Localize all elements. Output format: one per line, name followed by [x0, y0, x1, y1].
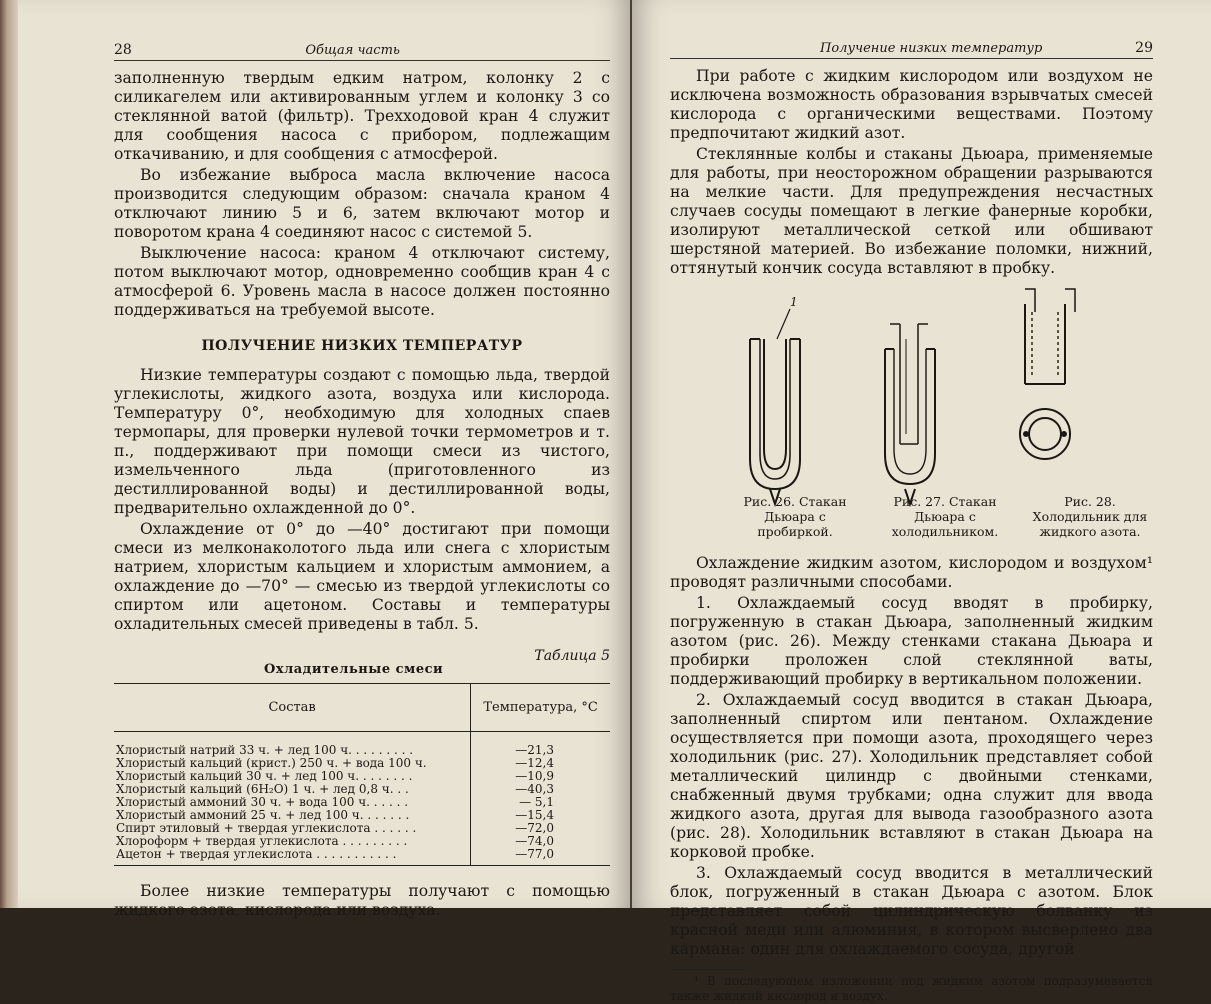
- table-cell-temperature: —15,4: [515, 808, 554, 822]
- fig28-nitrogen-condenser-icon: [1020, 289, 1075, 459]
- table-cell-temperature: —21,3: [515, 743, 554, 757]
- fig27-caption: Рис. 27. Стакан Дьюара с холодильником.: [891, 494, 999, 539]
- footnote: ¹ В последующем изложении под жидким азотом подразумевается также жидкий кислород и воздух.: [670, 974, 1153, 1003]
- table-cell-temperature: — 5,1: [519, 795, 554, 809]
- table-cell-temperature: —72,0: [515, 821, 554, 835]
- table-row: [114, 848, 610, 866]
- right-paragraph-6: 3. Охлаждаемый сосуд вводится в металлический блок, погруженный в стакан Дьюара с азотом. Блок представляет собой цилиндрическую болванку из красной меди или алюминия, в котором высверлено два кармана: один для охлаждаемого сосуда, другой: [670, 864, 1153, 958]
- right-paragraph-5: 2. Охлаждаемый сосуд вводится в стакан Дьюара, заполненный спиртом или пентаном. Охлаждение осуществляется при помощи азота, проходящего через холодильник (рис. 27). Холодильник представляет собой металлический цилиндр с двойными стенками, снабженный двумя трубками; одна служит для ввода жидкого азота, другая для вывода газообразного азота (рис. 28). Холодильник вставляют в стакан Дьюара на корковой пробке.: [670, 691, 1153, 861]
- table-number: Таблица 5: [534, 648, 610, 664]
- table-cell-composition: Хлористый натрий 33 ч. + лед 100 ч. . . . . . . . .: [114, 732, 471, 758]
- cooling-mixtures-table: [114, 683, 610, 866]
- right-running-title: Получение низких температур: [820, 41, 1043, 56]
- left-paragraph-2: Во избежание выброса масла включение насоса производится следующим образом: сначала краном 4 отключают линию 5 и 6, затем включают мотор и поворотом крана 4 соединяют насос с системой 5.: [114, 166, 610, 241]
- table-cell-temperature: —77,0: [471, 848, 610, 866]
- right-running-head: [670, 40, 1153, 59]
- right-page-number: 29: [1135, 40, 1153, 56]
- right-paragraph-3: Охлаждение жидким азотом, кислородом и воздухом¹ проводят различными способами.: [670, 554, 1153, 591]
- table-cell-composition: Хлороформ + твердая углекислота . . . . . . . . .: [114, 835, 471, 848]
- fig28-caption: Рис. 28. Холодильник для жидкого азота.: [1032, 494, 1148, 539]
- footnote-rule: [670, 969, 750, 970]
- table-header-composition: Состав: [114, 684, 471, 732]
- table-cell-composition: Хлористый кальций (крист.) 250 ч. + вода 100 ч.: [114, 757, 471, 770]
- fig26-dewar-with-tube-icon: [750, 295, 800, 504]
- dewar-figures: [730, 284, 1160, 494]
- table-title: Охладительные смеси: [264, 662, 444, 677]
- table-cell-temperature: —10,9: [515, 769, 554, 783]
- left-page: [18, 0, 630, 919]
- right-paragraph-2: Стеклянные колбы и стаканы Дьюара, применяемые для работы, при неосторожном обращении разрываются на мелкие части. Для предупреждения несчастных случаев сосуды помещают в легкие фанерные коробки, изолируют металлической сеткой или обшивают шерстяной материей. Во избежание поломки, нижний, оттянутый кончик сосуда вставляют в пробку.: [670, 145, 1153, 277]
- left-paragraph-5: Охлаждение от 0° до —40° достигают при помощи смеси из мелконаколотого льда или снега с хлористым натрием, хлористым кальцием и хлористым аммонием, а охлаждение до —70° — смесью из твердой углекислоты со спиртом или ацетоном. Составы и температуры охладительных смесей приведены в табл. 5.: [114, 520, 610, 633]
- right-paragraph-1: При работе с жидким кислородом или воздухом не исключена возможность образования взрывчатых смесей кислорода с органическими веществами. Поэтому предпочитают жидкий азот.: [670, 67, 1153, 142]
- left-running-title: Общая часть: [305, 43, 400, 58]
- table-cell-composition: Ацетон + твердая углекислота . . . . . . . . . . .: [114, 848, 471, 866]
- table-cell-temperature: —12,4: [515, 756, 554, 770]
- section-heading: ПОЛУЧЕНИЕ НИЗКИХ ТЕМПЕРАТУР: [201, 338, 523, 354]
- table-header-temperature: Температура, °С: [471, 684, 610, 732]
- table-cell-composition: Хлористый кальций (6H₂O) 1 ч. + лед 0,8 ч. . .: [114, 783, 471, 796]
- table-cell-composition: Хлористый аммоний 25 ч. + лед 100 ч. . . . . . .: [114, 809, 471, 822]
- left-paragraph-1: заполненную твердым едким натром, колонку 2 с силикагелем или активированным углем и колонку 3 со стеклянной ватой (фильтр). Трехходовой кран 4 служит для сообщения насоса с прибором, подлежащим откачиванию, и для сообщения с атмосферой.: [114, 69, 610, 163]
- table-cell-temperature: —40,3: [515, 782, 554, 796]
- fig26-label-1: 1: [790, 295, 798, 309]
- fig26-caption: Рис. 26. Стакан Дьюара с пробиркой.: [743, 494, 847, 539]
- right-page: [632, 0, 1211, 1003]
- figures-block: [670, 284, 1153, 554]
- left-running-head: [114, 42, 610, 61]
- table-cell-composition: Хлористый кальций 30 ч. + лед 100 ч. . . . . . . .: [114, 770, 471, 783]
- right-paragraph-4: 1. Охлаждаемый сосуд вводят в пробирку, погруженную в стакан Дьюара, заполненный жидким азотом (рис. 26). Между стенками стакана Дьюара и пробирки проложен слой стеклянной ваты, поддерживающий пробирку в вертикальном положении.: [670, 594, 1153, 688]
- table-row: [114, 732, 610, 758]
- left-paragraph-4: Низкие температуры создают с помощью льда, твердой углекислоты, жидкого азота, воздуха или кислорода. Температуру 0°, необходимую для холодных спаев термопары, для проверки нулевой точки термометров и т. п., поддерживают при помощи смеси из чистого, измельченного льда (приготовленного из дестиллированной воды) и дестиллированной воды, предварительно охлажденной до 0°.: [114, 366, 610, 517]
- fig27-dewar-with-condenser-icon: [885, 324, 935, 504]
- left-page-number: 28: [114, 42, 132, 58]
- table-cell-composition: Спирт этиловый + твердая углекислота . . . . . .: [114, 822, 471, 835]
- left-paragraph-6: Более низкие температуры получают с помощью жидкого азота, кислорода или воздуха.: [114, 882, 610, 919]
- book-edge: [0, 0, 18, 908]
- table-cell-composition: Хлористый аммоний 30 ч. + вода 100 ч. . . . . .: [114, 796, 471, 809]
- left-paragraph-3: Выключение насоса: краном 4 отключают систему, потом выключают мотор, одновременно сообщив кран 4 с атмосферой 6. Уровень масла в насосе должен постоянно поддерживаться на требуемой высоте.: [114, 244, 610, 319]
- table-cell-temperature: —74,0: [515, 834, 554, 848]
